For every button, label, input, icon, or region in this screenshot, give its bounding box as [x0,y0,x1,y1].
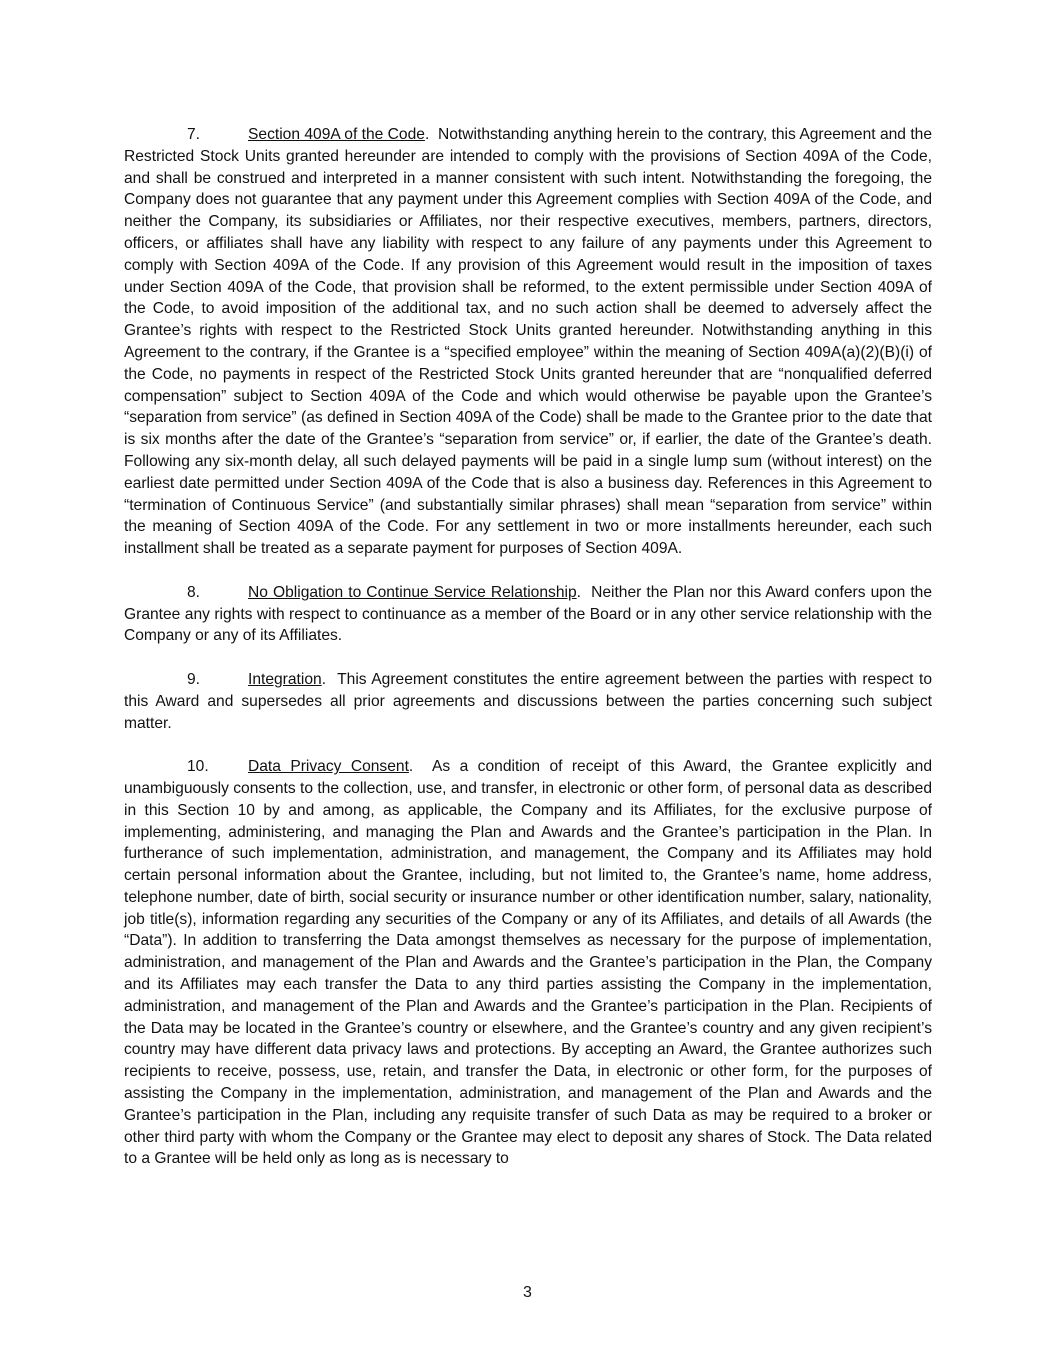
section-7: 7. Section 409A of the Code. Notwithstanding anything herein to the contrary, this Agreement and the Restricted Stock Units granted hereunder are intended to comply with the provisions of Section 409A of the Code, and shall be construed and interpreted in a manner consistent with such intent. Notwithstanding the foregoing, the Company does not guarantee that any payment under this Agreement complies with Section 409A of the Code, and neither the Company, its subsidiaries or Affiliates, nor their respective executives, members, partners, directors, officers, or affiliates shall have any liability with respect to any failure of any payments under this Agreement to comply with Section 409A of the Code. If any provision of this Agreement would result in the imposition of taxes under Section 409A of the Code, that provision shall be reformed, to the extent permissible under Section 409A of the Code, to avoid imposition of the additional tax, and no such action shall be deemed to adversely affect the Grantee’s rights with respect to the Restricted Stock Units granted hereunder. Notwithstanding anything in this Agreement to the contrary, if the Grantee is a “specified employee” within the meaning of Section 409A(a)(2)(B)(i) of the Code, no payments in respect of the Restricted Stock Units granted hereunder that are “nonqualified deferred compensation” subject to Section 409A of the Code and which would otherwise be payable upon the Grantee’s “separation from service” (as defined in Section 409A of the Code) shall be made to the Grantee prior to the date that is six months after the date of the Grantee’s “separation from service” or, if earlier, the date of the Grantee’s death. Following any six-month delay, all such delayed payments will be paid in a single lump sum (without interest) on the earliest date permitted under Section 409A of the Code that is also a business day. References in this Agreement to “termination of Continuous Service” (and substantially similar phrases) shall mean “separation from service” within the meaning of Section 409A of the Code. For any settlement in two or more installments hereunder, each such installment shall be treated as a separate payment for purposes of Section 409A. [124,126,932,558]
section-body: As a condition of receipt of this Award, the Grantee explicitly and unambiguously consents to the collection, use, and transfer, in electronic or other form, of personal data as described in this Section 10 by and among, as applicable, the Company and its Affiliates, for the exclusive purpose of implementing, administering, and managing the Plan and Awards and the Grantee’s participation in the Plan. In furtherance of such implementation, administration, and management, the Company and its Affiliates may hold certain personal information about the Grantee, including, but not limited to, the Grantee’s name, home address, telephone number, date of birth, social security or insurance number or other identification number, salary, nationality, job title(s), information regarding any securities of the Company or any of its Affiliates, and details of all Awards (the “Data”). In addition to transferring the Data amongst themselves as necessary for the purpose of implementation, administration, and management of the Plan and Awards and the Grantee’s participation in the Plan, the Company and its Affiliates may each transfer the Data to any third parties assisting the Company in the implementation, administration, and management of the Plan and Awards and the Grantee’s participation in the Plan. Recipients of the Data may be located in the Grantee’s country or elsewhere, and the Grantee’s country and any given recipient’s country may have different data privacy laws and protections. By accepting an Award, the Grantee authorizes such recipients to receive, possess, use, retain, and transfer the Data, in electronic or other form, for the purposes of assisting the Company in the implementation, administration, and management of the Plan and Awards and the Grantee’s participation in the Plan, including any requisite transfer of such Data as may be required to a broker or other third party with whom the Company or the Grantee may elect to deposit any shares of Stock. The Data related to a Grantee will be held only as long as is necessary to [124,758,932,1168]
section-heading: Integration [248,670,322,688]
section-body: Notwithstanding anything herein to the contrary, this Agreement and the Restricted Stock Units granted hereunder are intended to comply with the provisions of Section 409A of the Code, and shall be construed and interpreted in a manner consistent with such intent. Notwithstanding the foregoing, the Company does not guarantee that any payment under this Agreement complies with Section 409A of the Code, and neither the Company, its subsidiaries or Affiliates, nor their respective executives, members, partners, directors, officers, or affiliates shall have any liability with respect to any failure of any payments under this Agreement to comply with Section 409A of the Code. If any provision of this Agreement would result in the imposition of taxes under Section 409A of the Code, that provision shall be reformed, to the extent permissible under Section 409A of the Code, to avoid imposition of the additional tax, and no such action shall be deemed to adversely affect the Grantee’s rights with respect to the Restricted Stock Units granted hereunder. Notwithstanding anything in this Agreement to the contrary, if the Grantee is a “specified employee” within the meaning of Section 409A(a)(2)(B)(i) of the Code, no payments in respect of the Restricted Stock Units granted hereunder that are “nonqualified deferred compensation” subject to Section 409A of the Code and which would otherwise be payable upon the Grantee’s “separation from service” (as defined in Section 409A of the Code) shall be made to the Grantee prior to the date that is six months after the date of the Grantee’s “separation from service” or, if earlier, the date of the Grantee’s death. Following any six-month delay, all such delayed payments will be paid in a single lump sum (without interest) on the earliest date permitted under Section 409A of the Code that is also a business day. References in this Agreement to “termination of Continuous Service” (and substantially similar phrases) shall mean “separation from service” within the meaning of Section 409A of the Code. For any settlement in two or more installments hereunder, each such installment shall be treated as a separate payment for purposes of Section 409A. [124,126,932,558]
section-heading: Data Privacy Consent [248,758,409,776]
section-body: Neither the Plan nor this Award confers upon the Grantee any rights with respect to continuance as a member of the Board or in any other service relationship with the Company or any of its Affiliates. [124,583,932,645]
section-number: 7. [187,126,201,143]
section-8: 8. No Obligation to Continue Service Relationship. Neither the Plan nor this Award confers upon the Grantee any rights with respect to continuance as a member of the Board or in any other service relationship with the Company or any of its Affiliates. [124,583,932,645]
section-10: 10. Data Privacy Consent. As a condition of receipt of this Award, the Grantee explicitly and unambiguously consents to the collection, use, and transfer, in electronic or other form, of personal data as described in this Section 10 by and among, as applicable, the Company and its Affiliates, for the exclusive purpose of implementing, administering, and managing the Plan and Awards and the Grantee’s participation in the Plan. In furtherance of such implementation, administration, and management, the Company and its Affiliates may hold certain personal information about the Grantee, including, but not limited to, the Grantee’s name, home address, telephone number, date of birth, social security or insurance number or other identification number, salary, nationality, job title(s), information regarding any securities of the Company or any of its Affiliates, and details of all Awards (the “Data”). In addition to transferring the Data amongst themselves as necessary for the purpose of implementation, administration, and management of the Plan and Awards and the Grantee’s participation in the Plan, the Company and its Affiliates may each transfer the Data to any third parties assisting the Company in the implementation, administration, and management of the Plan and Awards and the Grantee’s participation in the Plan. Recipients of the Data may be located in the Grantee’s country or elsewhere, and the Grantee’s country and any given recipient’s country may have different data privacy laws and protections. By accepting an Award, the Grantee authorizes such recipients to receive, possess, use, retain, and transfer the Data, in electronic or other form, for the purposes of assisting the Company in the implementation, administration, and management of the Plan and Awards and the Grantee’s participation in the Plan, including any requisite transfer of such Data as may be required to a broker or other third party with whom the Company or the Grantee may elect to deposit any shares of Stock. The Data related to a Grantee will be held only as long as is necessary to [124,758,932,1168]
section-number: 10. [187,758,209,776]
section-heading: Section 409A of the Code [248,126,425,143]
section-9: 9. Integration. This Agreement constitutes the entire agreement between the parties with respect to this Award and supersedes all prior agreements and discussions between the parties concerning such subject matter. [124,670,933,732]
section-number: 9. [187,670,201,688]
page-number: 3 [523,1284,532,1301]
section-body: This Agreement constitutes the entire agreement between the parties with respect to this Award and supersedes all prior agreements and discussions between the parties concerning such subject matter. [124,670,933,732]
section-number: 8. [187,583,201,601]
section-heading: No Obligation to Continue Service Relationship [248,583,577,601]
document-page [124,124,932,1192]
